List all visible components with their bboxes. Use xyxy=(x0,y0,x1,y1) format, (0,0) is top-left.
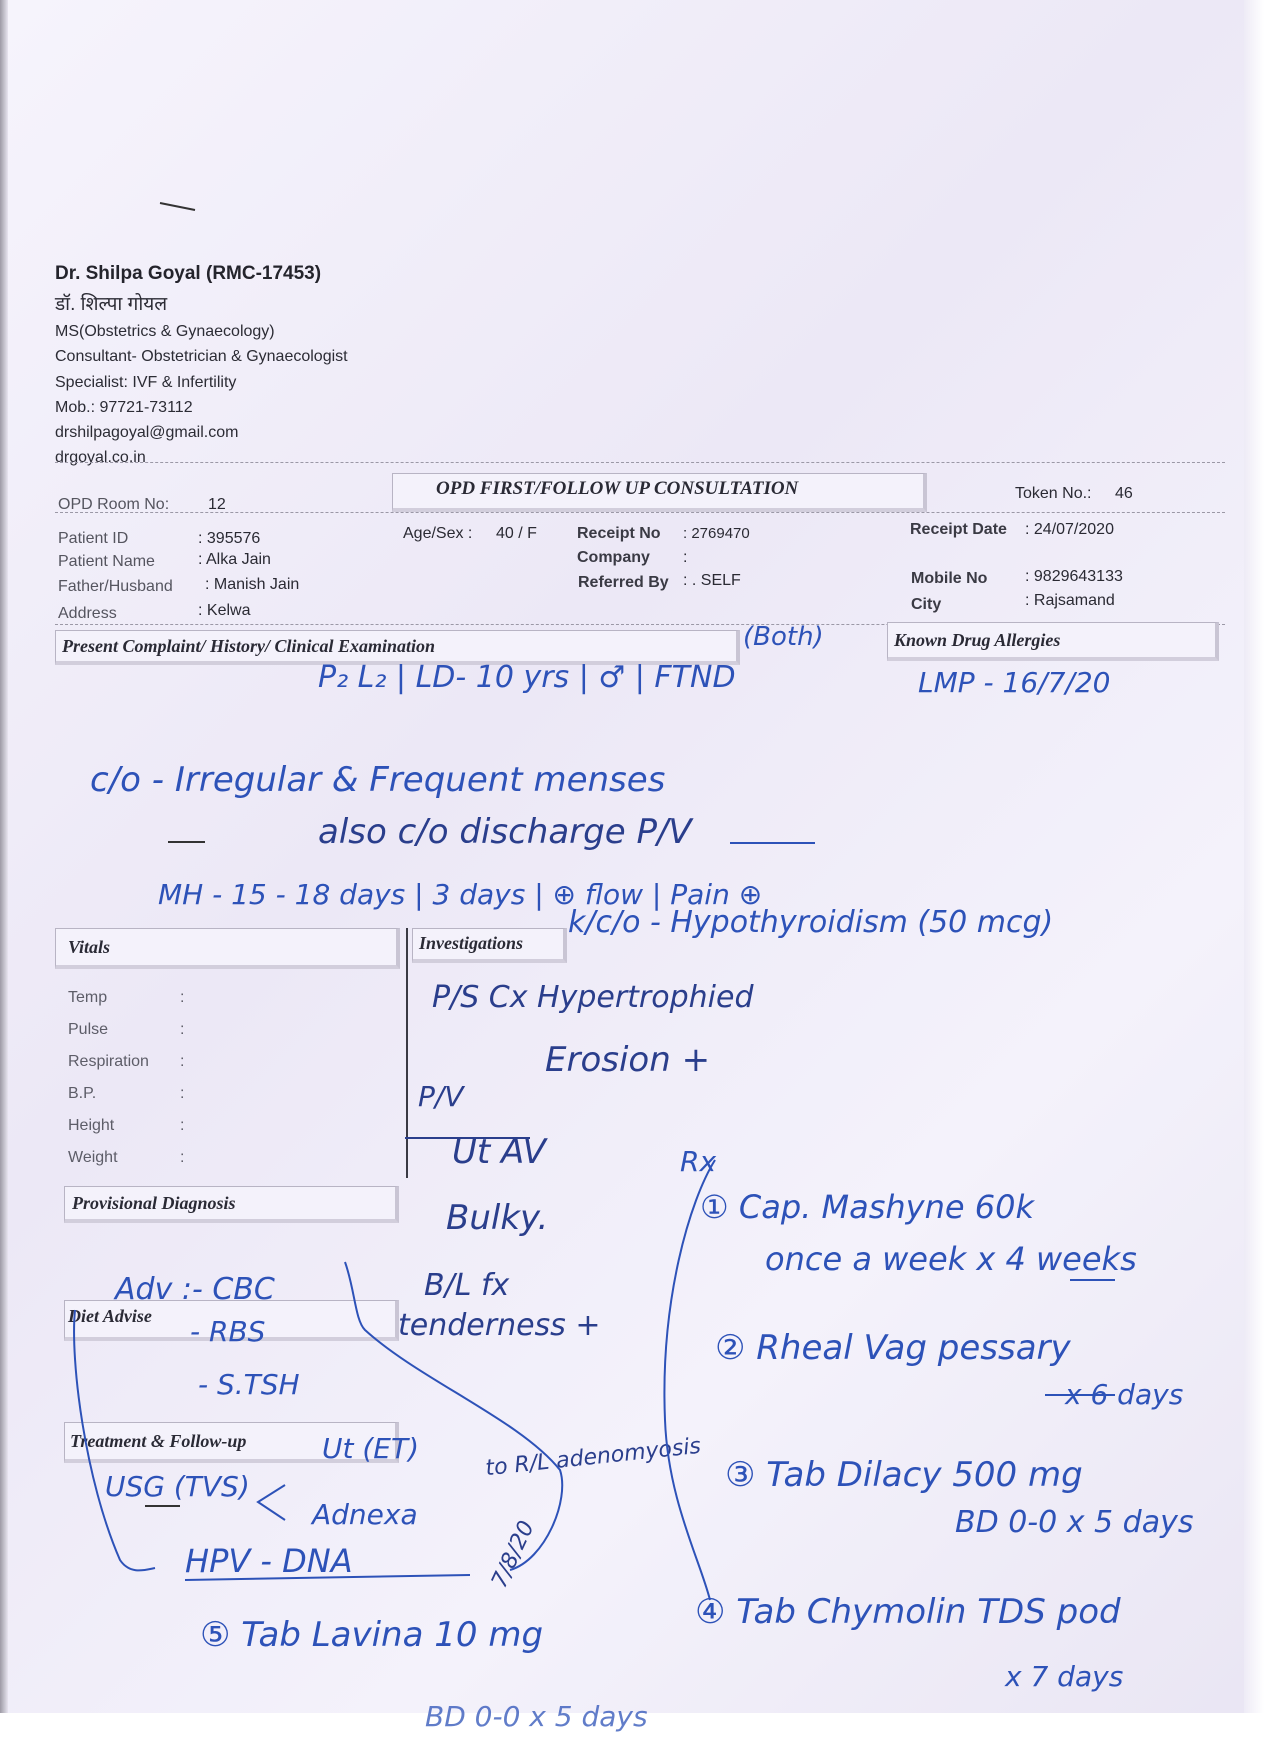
vital-respiration: Respiration : xyxy=(68,1053,185,1070)
hw-both: (Both) xyxy=(743,622,824,652)
vital-pulse: Pulse : xyxy=(68,1021,185,1038)
diagnosis-heading: Provisional Diagnosis xyxy=(72,1193,236,1213)
hw-rx-3: ③ Tab Dilacy 500 mg xyxy=(725,1455,1083,1495)
receipt-no-label: Receipt No xyxy=(577,525,661,542)
opd-room-label: OPD Room No: xyxy=(58,496,170,513)
receipt-date-label: Receipt Date xyxy=(910,521,1007,538)
vital-bp: B.P. : xyxy=(68,1085,185,1102)
city-value: : Rajsamand xyxy=(1025,592,1115,609)
doctor-email: drshilpagoyal@gmail.com xyxy=(55,424,239,441)
hw-rx-2b: x 6 days xyxy=(1065,1378,1184,1411)
doctor-name: Dr. Shilpa Goyal (RMC-17453) xyxy=(55,263,322,284)
hw-rx-1a: ① Cap. Mashyne 60k xyxy=(700,1188,1034,1226)
diet-heading: Diet Advise xyxy=(68,1306,152,1326)
doctor-designation: Consultant- Obstetrician & Gynaecologist xyxy=(55,348,348,365)
hw-advice: Adv :- CBC xyxy=(115,1272,275,1307)
hw-date: 7/8/20 xyxy=(487,1517,540,1592)
hw-obstetric-history: P₂ L₂ | LD- 10 yrs | ♂ | FTND xyxy=(318,660,736,695)
hw-menstrual-history: MH - 15 - 18 days | 3 days | ⊕ flow | Pain ⊕ xyxy=(158,878,763,911)
father-label: Father/Husband xyxy=(58,578,173,595)
receipt-no-value: : 2769470 xyxy=(683,525,750,542)
company-value: : xyxy=(683,549,688,566)
vital-height: Height : xyxy=(68,1117,185,1134)
mobile-label: Mobile No xyxy=(911,570,988,587)
hw-rx: Rx xyxy=(680,1145,717,1178)
hw-rbs: - RBS xyxy=(190,1315,266,1348)
father-value: : Manish Jain xyxy=(205,576,300,593)
referred-label: Referred By xyxy=(578,574,669,591)
hw-pv: P/V xyxy=(418,1080,464,1113)
mobile-value: : 9829643133 xyxy=(1025,568,1123,585)
hw-rx-3b: BD 0-0 x 5 days xyxy=(955,1505,1194,1540)
allergies-heading: Known Drug Allergies xyxy=(894,630,1061,650)
hw-rx-2: ② Rheal Vag pessary xyxy=(715,1328,1071,1368)
hw-hpv-dna: HPV - DNA xyxy=(185,1542,353,1580)
token-value: 46 xyxy=(1115,485,1133,502)
hw-rx-4: ④ Tab Chymolin TDS pod xyxy=(695,1592,1121,1632)
doctor-degree: MS(Obstetrics & Gynaecology) xyxy=(55,323,275,340)
hw-known-case: k/c/o - Hypothyroidism (50 mcg) xyxy=(568,905,1054,940)
hw-usg: USG (TVS) xyxy=(105,1470,250,1503)
city-label: City xyxy=(911,596,942,613)
hw-lmp: LMP - 16/7/20 xyxy=(918,666,1111,699)
hw-uterus: Ut AV xyxy=(452,1132,546,1172)
address-value: : Kelwa xyxy=(198,602,251,619)
hw-rx-4b: x 7 days xyxy=(1005,1660,1124,1693)
vitals-heading: Vitals xyxy=(68,937,111,957)
hw-adenomyosis: to R/L adenomyosis xyxy=(484,1433,703,1482)
form-title: OPD FIRST/FOLLOW UP CONSULTATION xyxy=(436,478,799,499)
patient-id-label: Patient ID xyxy=(58,530,129,547)
hw-ps-2: Erosion + xyxy=(545,1040,711,1080)
investigations-heading: Investigations xyxy=(419,933,524,953)
treatment-heading: Treatment & Follow-up xyxy=(70,1431,247,1451)
hw-complaint-1: c/o - Irregular & Frequent menses xyxy=(90,760,666,800)
referred-value: : . SELF xyxy=(683,572,741,589)
address-label: Address xyxy=(58,605,117,622)
complaint-heading: Present Complaint/ History/ Clinical Examination xyxy=(62,636,436,656)
hw-bilateral: B/L fx xyxy=(424,1268,510,1303)
patient-name-label: Patient Name xyxy=(58,553,155,570)
patient-id-value: : 395576 xyxy=(198,530,261,547)
hw-rx-1b: once a week x 4 weeks xyxy=(765,1240,1137,1278)
token-label: Token No.: xyxy=(1015,485,1092,502)
age-sex-value: 40 / F xyxy=(496,525,537,542)
hw-ps-1: P/S Cx Hypertrophied xyxy=(432,980,754,1015)
vital-temp: Temp : xyxy=(68,989,185,1006)
hw-adnexa: Adnexa xyxy=(312,1498,418,1531)
doctor-name-hindi: डॉ. शिल्पा गोयल xyxy=(55,294,168,315)
doctor-mobile: Mob.: 97721-73112 xyxy=(55,399,193,416)
patient-name-value: : Alka Jain xyxy=(198,551,271,568)
doctor-website: drgoyal.co.in xyxy=(55,449,146,466)
hw-tsh: - S.TSH xyxy=(198,1368,300,1401)
opd-room-value: 12 xyxy=(208,496,226,513)
receipt-date-value: : 24/07/2020 xyxy=(1025,521,1114,538)
hw-ut-et: Ut (ET) xyxy=(322,1432,420,1465)
age-sex-label: Age/Sex : xyxy=(403,525,473,542)
hw-tenderness: tenderness + xyxy=(398,1308,601,1343)
hw-bulky: Bulky. xyxy=(446,1198,549,1238)
hw-complaint-2: also c/o discharge P/V xyxy=(318,812,692,852)
hw-rx-5-dosage: BD 0-0 x 5 days xyxy=(425,1700,648,1733)
doctor-specialist: Specialist: IVF & Infertility xyxy=(55,374,237,391)
hw-rx-5: ⑤ Tab Lavina 10 mg xyxy=(200,1615,544,1655)
company-label: Company xyxy=(577,549,650,566)
vital-weight: Weight : xyxy=(68,1149,185,1166)
